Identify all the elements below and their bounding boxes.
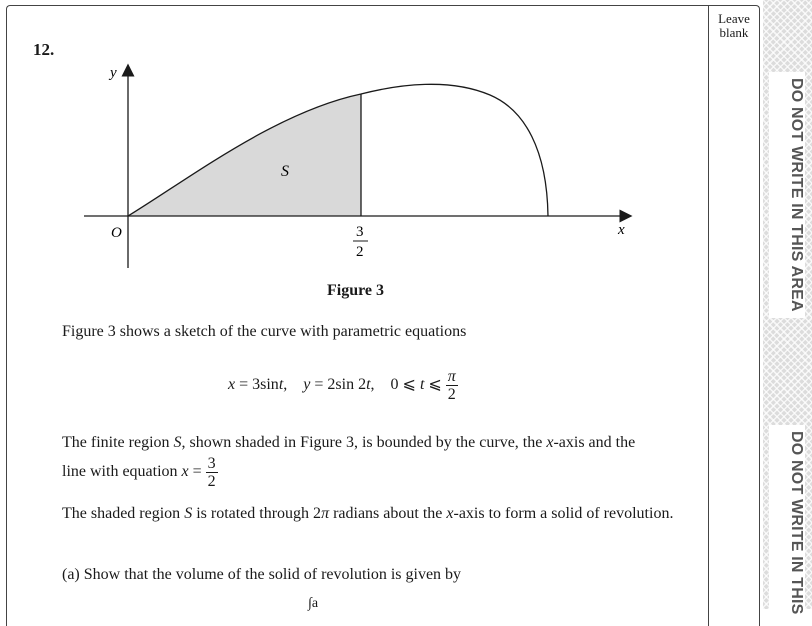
eq-range-lower: 0 ⩽ <box>390 376 420 394</box>
eq-t3: t <box>419 376 425 394</box>
p2-x-var-2: x <box>181 463 189 481</box>
p3-text-d: -axis to form a solid of revolution. <box>453 505 674 522</box>
part-a-question: (a) Show that the volume of the solid of revolution is given by <box>62 566 462 583</box>
do-not-write-warning: DO NOT WRITE IN THIS AREA <box>769 72 805 318</box>
p2-text-c: -axis and the <box>553 434 636 451</box>
leave-blank-column <box>708 5 760 626</box>
region-description-paragraph <box>62 433 684 490</box>
rotation-paragraph <box>62 504 684 524</box>
x-axis-label: x <box>618 222 625 238</box>
eq-x-rhs: = 3sin <box>239 376 279 394</box>
do-not-write-margin <box>763 0 812 615</box>
boundary-label-numerator: 3 <box>356 224 364 240</box>
eq-t2: t <box>366 376 371 394</box>
p2-denominator: 2 <box>207 473 216 490</box>
leave-blank-label: Leave blank <box>718 11 750 40</box>
figure-3-graph <box>0 0 700 300</box>
do-not-write-warning-cut: DO NOT WRITE IN THIS <box>769 425 805 621</box>
p2-numerator: 3 <box>207 455 216 472</box>
p2-line-2 <box>62 455 684 490</box>
question-number: 12. <box>33 40 55 59</box>
p2-x-var: x <box>546 434 554 451</box>
eq-range-rel: ⩽ <box>424 376 446 394</box>
p2-fraction <box>206 455 218 490</box>
p3-text-a: The shaded region <box>62 505 185 522</box>
parametric-equations: x = 3sint, y = 2sin 2t, 0 ⩽ t ⩽ $\frac{\pi}{2}$ <box>228 368 456 403</box>
figure-caption: Figure 3 <box>327 282 385 299</box>
p2-text-a: The finite region <box>62 434 174 451</box>
p3-x-var: x <box>446 505 454 522</box>
shaded-region-s <box>128 94 361 216</box>
y-axis-label: y <box>110 65 117 81</box>
p3-text-c: radians about the <box>329 505 447 522</box>
intro-paragraph: Figure 3 shows a sketch of the curve with parametric equations <box>62 323 467 340</box>
p2-text-e: = <box>188 463 206 481</box>
p2-text-d: line with equation <box>62 463 182 481</box>
eq-x-var: x <box>228 376 236 394</box>
eq-y-var: y <box>303 376 311 394</box>
origin-label: O <box>111 225 122 241</box>
integral-sign-partial: ∫a <box>308 596 319 611</box>
boundary-label-denominator: 2 <box>356 244 364 260</box>
p3-pi: π <box>321 505 330 522</box>
eq-range-denominator: 2 <box>446 385 458 403</box>
eq-range-numerator: π <box>447 368 456 385</box>
eq-range-fraction <box>446 368 458 403</box>
eq-t1: t <box>278 376 284 394</box>
eq-y-rhs: = 2sin 2 <box>314 376 367 394</box>
p2-text-b: , shown shaded in Figure 3, is bounded by the curve, the <box>181 434 547 451</box>
region-s-label: S <box>281 163 289 180</box>
p3-text-b: is rotated through 2 <box>192 505 322 522</box>
p2-region-s: S <box>173 434 182 451</box>
p3-region-s: S <box>184 505 193 522</box>
